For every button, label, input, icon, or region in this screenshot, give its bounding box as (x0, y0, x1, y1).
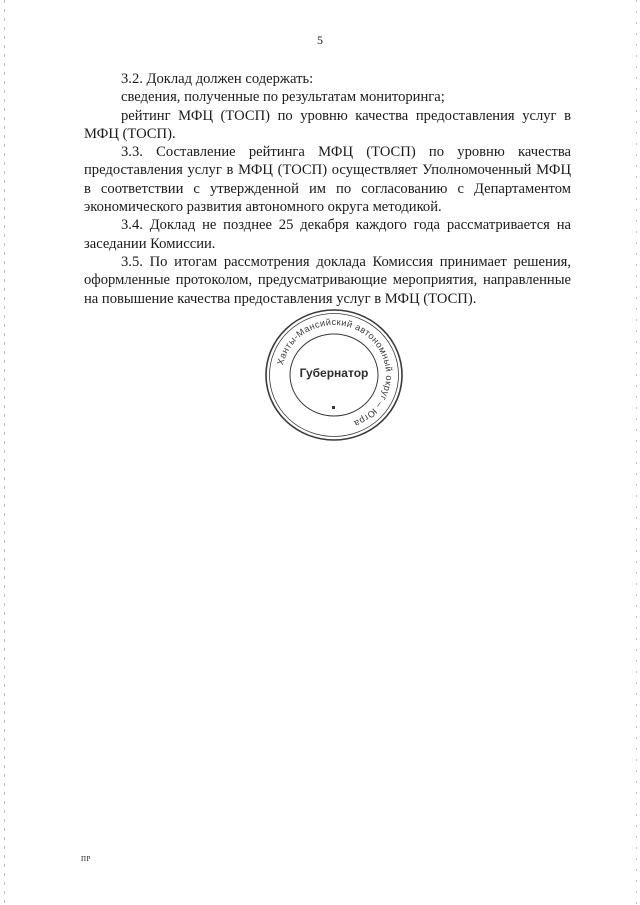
paragraph-3-4: 3.4. Доклад не позднее 25 декабря каждого года рассматривается на заседании Комиссии. (84, 217, 571, 252)
seal-center-text: Губернатор (299, 366, 369, 380)
page-number: 5 (317, 33, 323, 47)
paragraph-3-2-item-1: сведения, полученные по результатам мониторинга; (121, 89, 445, 106)
seal-mark (332, 406, 335, 409)
scan-edge-left (4, 0, 5, 905)
footer-code: ПР (81, 855, 91, 863)
paragraph-3-2-item-2: рейтинг МФЦ (ТОСП) по уровню качества предоставления услуг в МФЦ (ТОСП). (84, 107, 571, 142)
paragraph-3-3: 3.3. Составление рейтинга МФЦ (ТОСП) по уровню качества предоставления услуг в МФЦ (ТОСП) осуществляет Уполномоченный МФЦ в соответствии с утвержденной им по согласованию с Департаментом экономического развития автономного округа методикой. (84, 144, 571, 216)
official-seal (262, 306, 406, 444)
paragraph-3-2: 3.2. Доклад должен содержать: (121, 71, 314, 87)
document-body (84, 70, 571, 308)
paragraph-3-5: 3.5. По итогам рассмотрения доклада Комиссия принимает решения, оформленные протоколом, предусматривающие мероприятия, направленные на повышение качества предоставления услуг в МФЦ (ТОСП). (84, 253, 571, 307)
seal-ring-text: Ханты-Мансийский автономный округ – Югра (275, 316, 395, 429)
scan-edge-right (636, 0, 637, 905)
seal-stamp (262, 306, 406, 444)
